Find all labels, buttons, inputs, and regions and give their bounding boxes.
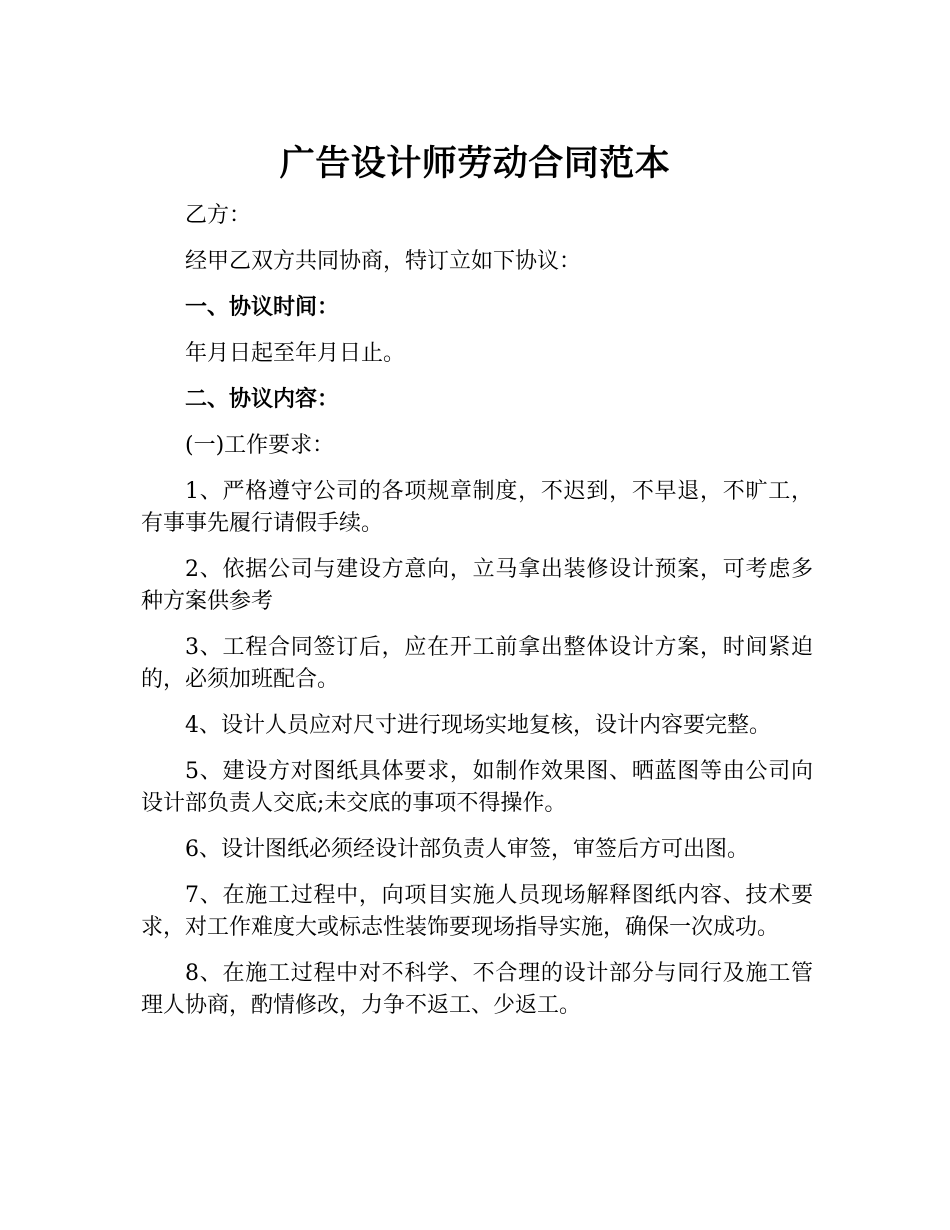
document-title: 广告设计师劳动合同范本	[279, 144, 671, 185]
requirement-item-7: 7、在施工过程中，向项目实施人员现场解释图纸内容、技术要求，对工作难度大或标志性装饰要现场指导实施，确保一次成功。	[141, 883, 813, 940]
requirement-item-4: 4、设计人员应对尺寸进行现场实地复核，设计内容要完整。	[185, 713, 771, 738]
requirement-item-8: 8、在施工过程中对不科学、不合理的设计部分与同行及施工管理人协商，酌情修改，力争不返工、少返工。	[141, 961, 813, 1018]
paragraph-party-b: 乙方：	[185, 203, 252, 228]
requirement-item-1: 1、严格遵守公司的各项规章制度，不迟到，不早退，不旷工，有事事先履行请假手续。	[141, 479, 813, 536]
requirement-item-2: 2、依据公司与建设方意向，立马拿出装修设计预案，可考虑多种方案供参考	[141, 557, 813, 614]
requirement-item-3: 3、工程合同签订后，应在开工前拿出整体设计方案，时间紧迫的，必须加班配合。	[141, 635, 813, 692]
subsection-heading-requirements: (一)工作要求：	[185, 433, 335, 458]
requirement-item-5: 5、建设方对图纸具体要求，如制作效果图、晒蓝图等由公司向设计部负责人交底;未交底的事项不得操作。	[141, 759, 813, 816]
document-body	[141, 200, 813, 1036]
section-heading-term: 一、协议时间：	[185, 295, 340, 320]
section-heading-content: 二、协议内容：	[185, 387, 340, 412]
paragraph-term-dates: 年月日起至年月日止。	[185, 341, 406, 366]
requirement-item-6: 6、设计图纸必须经设计部负责人审签，审签后方可出图。	[185, 837, 749, 862]
paragraph-preamble: 经甲乙双方共同协商，特订立如下协议：	[185, 249, 582, 274]
